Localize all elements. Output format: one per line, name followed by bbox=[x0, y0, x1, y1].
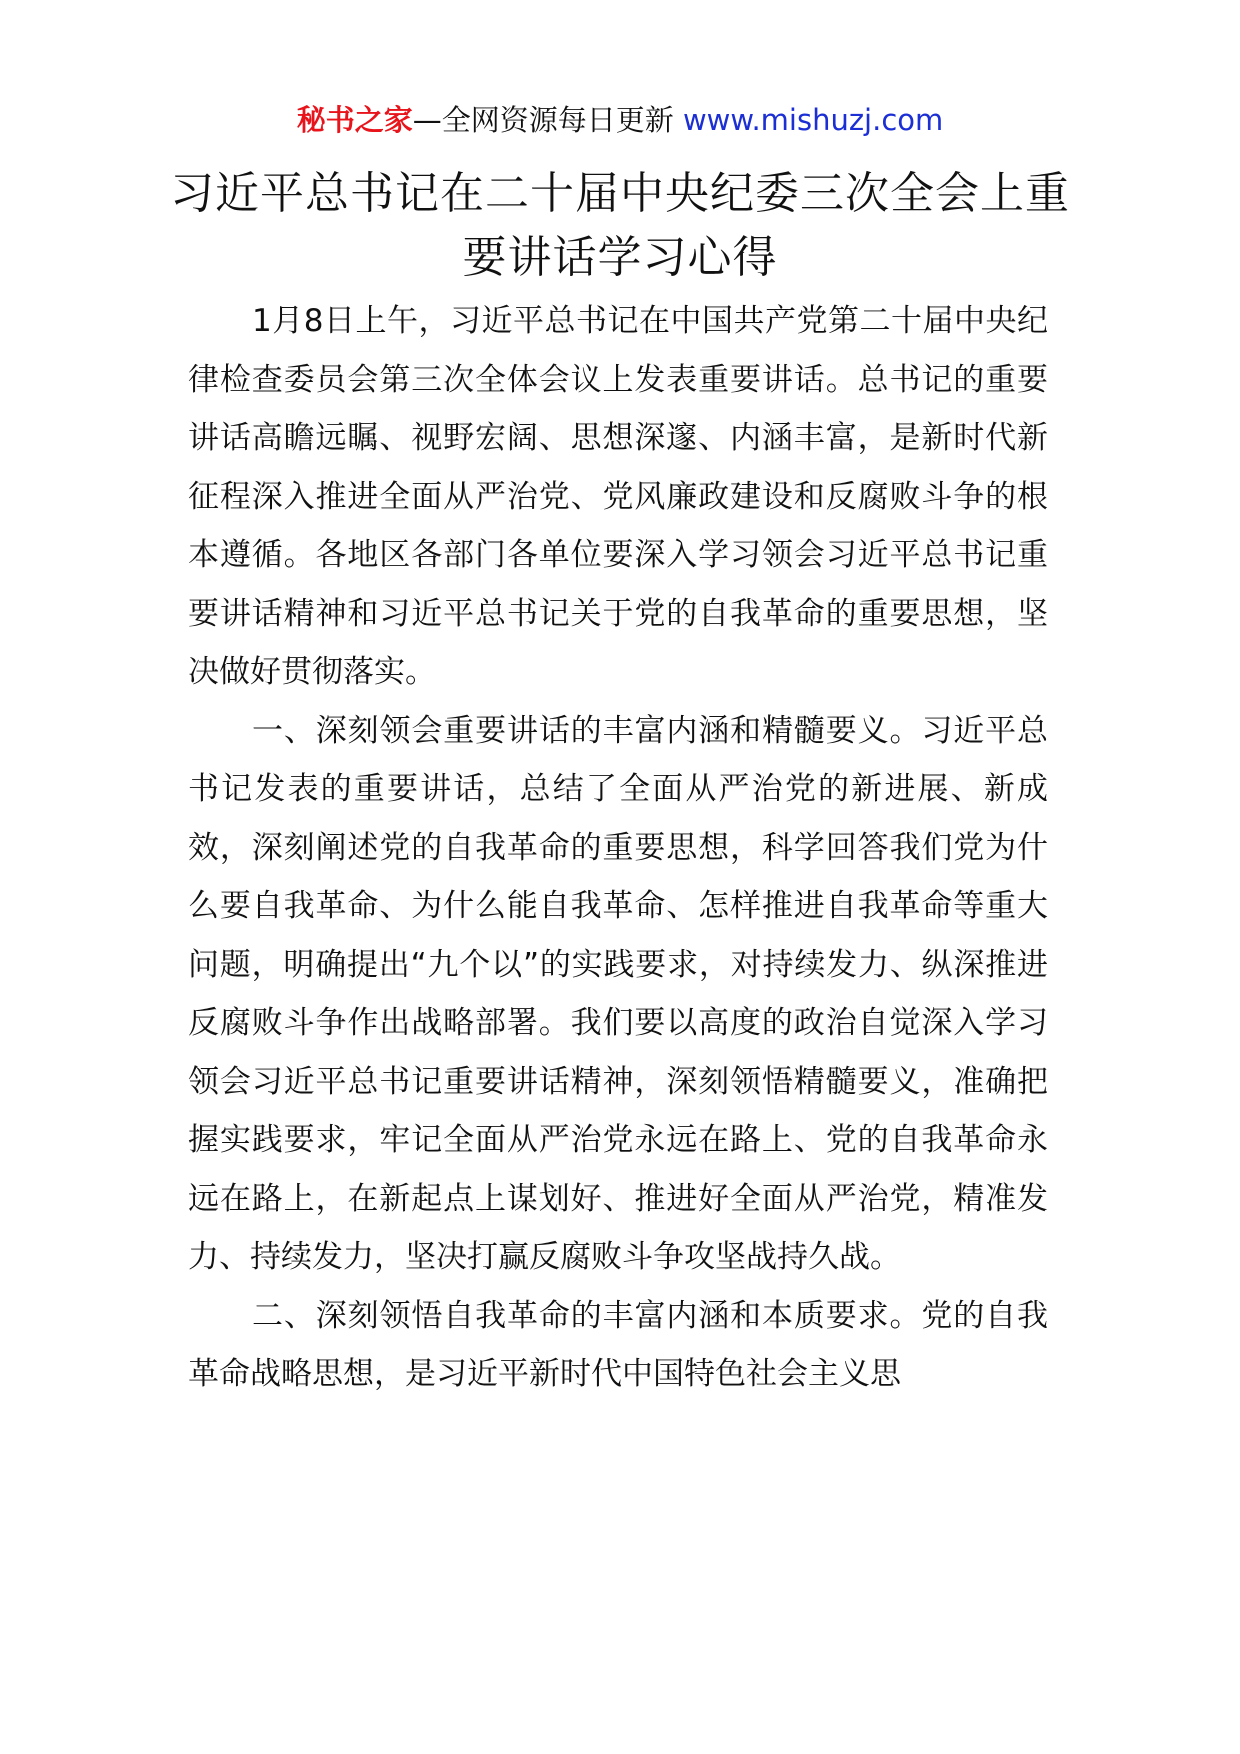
document-body bbox=[188, 292, 1048, 1404]
paragraph-section-one: 一、深刻领会重要讲话的丰富内涵和精髓要义。习近平总书记发表的重要讲话，总结了全面从严治党的新进展、新成效，深刻阐述党的自我革命的重要思想，科学回答我们党为什么要自我革命、为什么能自我革命、怎样推进自我革命等重大问题，明确提出“九个以”的实践要求，对持续发力、纵深推进反腐败斗争作出战略部署。我们要以高度的政治自觉深入学习领会习近平总书记重要讲话精神，深刻领悟精髓要义，准确把握实践要求，牢记全面从严治党永远在路上、党的自我革命永远在路上，在新起点上谋划好、推进好全面从严治党，精准发力、持续发力，坚决打赢反腐败斗争攻坚战持久战。 bbox=[188, 712, 1048, 1275]
paragraph-intro: 1月8日上午，习近平总书记在中国共产党第二十届中央纪律检查委员会第三次全体会议上发表重要讲话。总书记的重要讲话高瞻远瞩、视野宏阔、思想深邃、内涵丰富，是新时代新征程深入推进全面从严治党、党风廉政建设和反腐败斗争的根本遵循。各地区各部门各单位要深入学习领会习近平总书记重要讲话精神和习近平总书记关于党的自我革命的重要思想，坚决做好贯彻落实。 bbox=[188, 303, 1048, 690]
watermark-header bbox=[0, 100, 1240, 140]
document-title: 习近平总书记在二十届中央纪委三次全会上重要讲话学习心得 bbox=[170, 168, 1070, 283]
brand-name: 秘书之家 bbox=[296, 103, 413, 137]
header-tagline: —全网资源每日更新 bbox=[412, 103, 674, 137]
paragraph-section-two: 二、深刻领悟自我革命的丰富内涵和本质要求。党的自我革命战略思想，是习近平新时代中国特色社会主义思 bbox=[188, 1297, 1048, 1392]
site-url-link[interactable]: www.mishuzj.com bbox=[682, 103, 944, 137]
